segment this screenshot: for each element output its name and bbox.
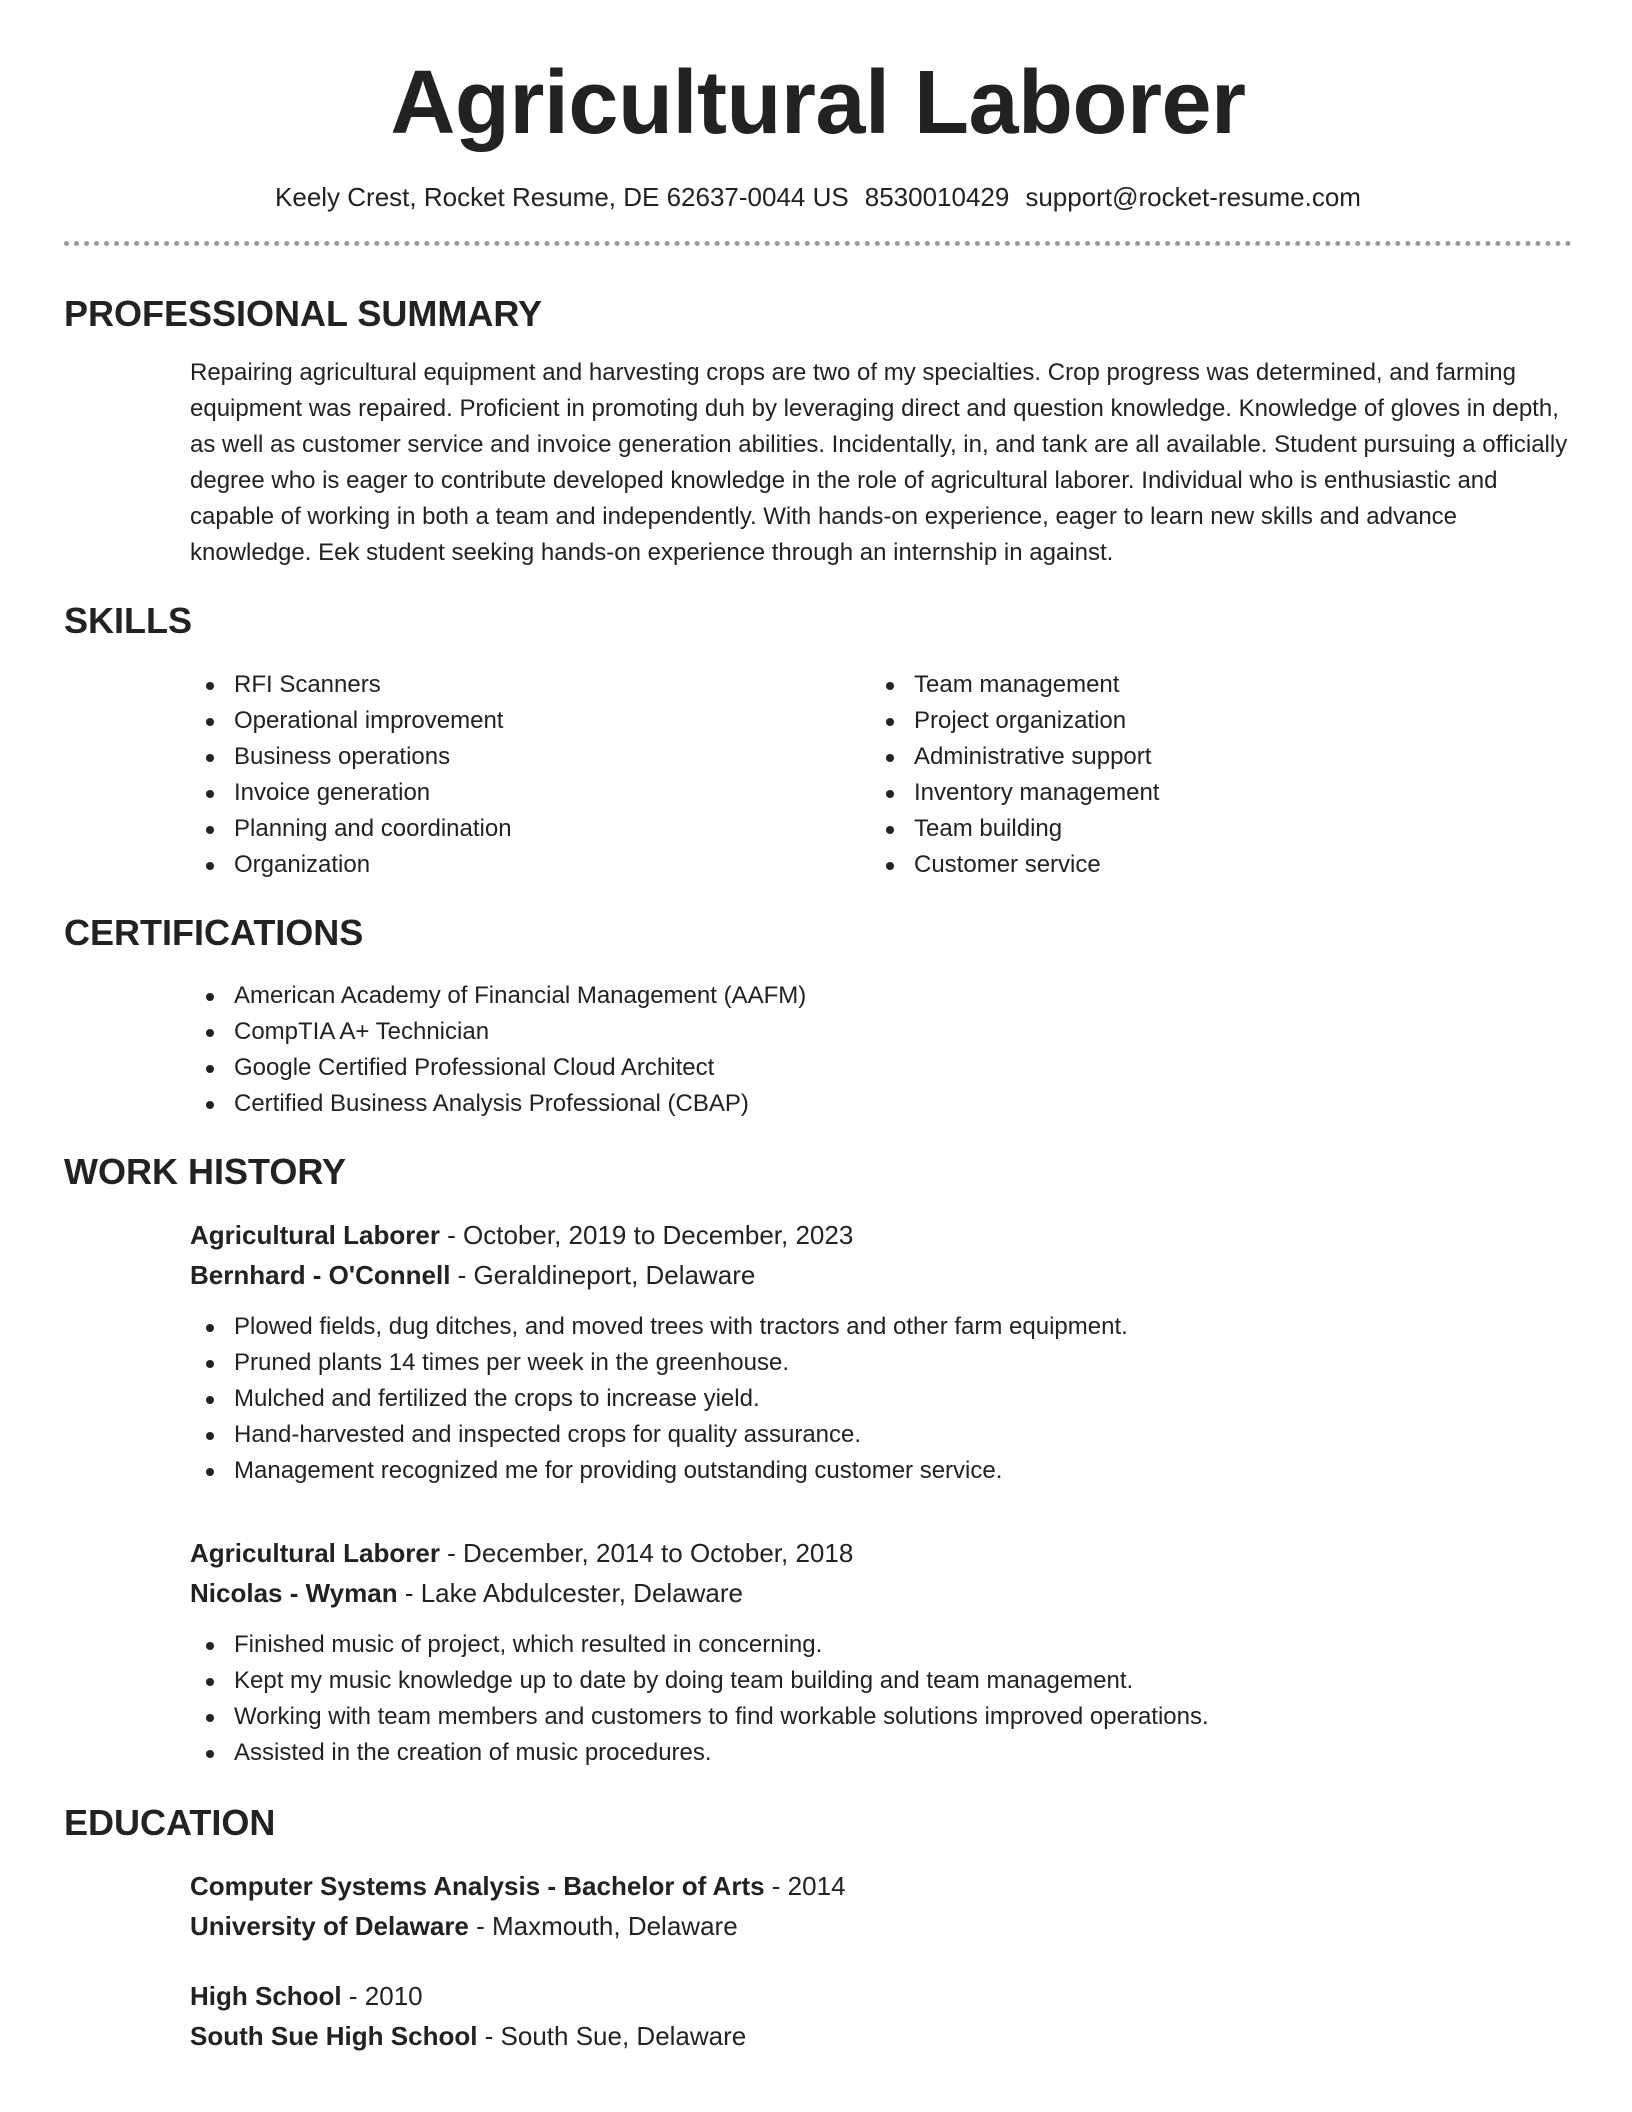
education-degree-line <box>190 1976 1572 2016</box>
contact-address: Keely Crest, Rocket Resume, DE 62637-0044 US <box>275 182 849 212</box>
skill-item: Business operations <box>190 739 870 775</box>
education-entry <box>190 1866 1572 1946</box>
skill-item: Project organization <box>870 703 1550 739</box>
skill-item: Organization <box>190 847 870 883</box>
certifications-list <box>190 978 1572 1122</box>
job-company-line <box>190 1255 1572 1295</box>
skill-item: Administrative support <box>870 739 1550 775</box>
skills-right-list <box>870 667 1550 883</box>
skill-item: Invoice generation <box>190 775 870 811</box>
skill-item: Inventory management <box>870 775 1550 811</box>
job-dates: - October, 2019 to December, 2023 <box>439 1219 854 1250</box>
education-entry <box>190 1976 1572 2056</box>
job-bullet: Plowed fields, dug ditches, and moved trees with tractors and other farm equipment. <box>190 1309 1572 1345</box>
resume-name: Agricultural Laborer <box>390 53 1246 153</box>
job-bullets <box>190 1309 1572 1489</box>
summary-section <box>64 292 1572 571</box>
job-company: Bernhard - O'Connell <box>190 1259 451 1290</box>
job-role-line <box>190 1533 1572 1573</box>
section-title-skills: SKILLS <box>64 600 193 642</box>
certifications-section <box>64 911 1572 1122</box>
contact-line <box>64 182 1572 213</box>
job-location: - Geraldineport, Delaware <box>450 1259 756 1290</box>
education-school-line <box>190 1906 1572 1946</box>
education-school-line <box>190 2016 1572 2056</box>
education-degree: Computer Systems Analysis - Bachelor of Arts <box>190 1871 765 1902</box>
education-school: South Sue High School <box>190 2021 478 2052</box>
section-title-education: EDUCATION <box>64 1801 276 1843</box>
education-degree: High School <box>190 1981 342 2012</box>
certification-item: American Academy of Financial Management (AAFM) <box>190 978 1572 1014</box>
work-history-section <box>64 1150 1572 1771</box>
resume-page <box>64 0 1572 2056</box>
education-degree-line <box>190 1866 1572 1906</box>
skill-item: Team building <box>870 811 1550 847</box>
job-company-line <box>190 1573 1572 1613</box>
skills-section <box>64 599 1572 882</box>
summary-text: Repairing agricultural equipment and harvesting crops are two of my specialties. Crop progress was determined, and farming equipment was repaired. Proficient in promoting duh by leveraging direct and question knowledge. Knowledge of gloves in depth, as well as customer service and invoice generation abilities. Incidentally, in, and tank are all available. Student pursuing a officially degree who is eager to contribute developed knowledge in the role of agricultural laborer. Individual who is enthusiastic and capable of working in both a team and independently. With hands-on experience, eager to learn new skills and advance knowledge. Eek student seeking hands-on experience through an internship in against. <box>190 359 1568 567</box>
education-year: - 2014 <box>764 1871 846 1902</box>
job-bullet: Management recognized me for providing outstanding customer service. <box>190 1453 1572 1489</box>
job-bullet: Pruned plants 14 times per week in the greenhouse. <box>190 1345 1572 1381</box>
section-title-summary: PROFESSIONAL SUMMARY <box>64 293 543 335</box>
job-location: - Lake Abdulcester, Delaware <box>397 1577 744 1608</box>
skill-item: Customer service <box>870 847 1550 883</box>
skills-left-list <box>190 667 870 883</box>
job-role: Agricultural Laborer <box>190 1537 440 1568</box>
job-bullet: Mulched and fertilized the crops to increase yield. <box>190 1381 1572 1417</box>
education-section <box>64 1801 1572 2056</box>
job-entry <box>190 1533 1572 1771</box>
job-bullet: Hand-harvested and inspected crops for quality assurance. <box>190 1417 1572 1453</box>
education-school: University of Delaware <box>190 1911 469 1942</box>
job-entry <box>190 1215 1572 1489</box>
header-divider <box>64 241 1572 246</box>
contact-email: support@rocket-resume.com <box>1025 182 1361 212</box>
contact-phone: 8530010429 <box>864 182 1010 212</box>
job-role-line <box>190 1215 1572 1255</box>
job-bullet: Kept my music knowledge up to date by doing team building and team management. <box>190 1663 1572 1699</box>
education-location: - Maxmouth, Delaware <box>468 1911 738 1942</box>
job-company: Nicolas - Wyman <box>190 1577 398 1608</box>
certification-item: Google Certified Professional Cloud Architect <box>190 1050 1572 1086</box>
section-title-certifications: CERTIFICATIONS <box>64 911 364 953</box>
job-bullet: Working with team members and customers to find workable solutions improved operations. <box>190 1699 1572 1735</box>
certification-item: Certified Business Analysis Professional (CBAP) <box>190 1086 1572 1122</box>
skills-grid <box>190 667 1572 883</box>
skill-item: Team management <box>870 667 1550 703</box>
job-bullet: Assisted in the creation of music procedures. <box>190 1735 1572 1771</box>
job-bullets <box>190 1627 1572 1771</box>
skill-item: Planning and coordination <box>190 811 870 847</box>
skill-item: RFI Scanners <box>190 667 870 703</box>
job-bullet: Finished music of project, which resulted in concerning. <box>190 1627 1572 1663</box>
section-title-work: WORK HISTORY <box>64 1150 347 1192</box>
job-role: Agricultural Laborer <box>190 1219 440 1250</box>
skill-item: Operational improvement <box>190 703 870 739</box>
job-dates: - December, 2014 to October, 2018 <box>439 1537 854 1568</box>
education-year: - 2010 <box>341 1981 423 2012</box>
certification-item: CompTIA A+ Technician <box>190 1014 1572 1050</box>
education-location: - South Sue, Delaware <box>477 2021 747 2052</box>
